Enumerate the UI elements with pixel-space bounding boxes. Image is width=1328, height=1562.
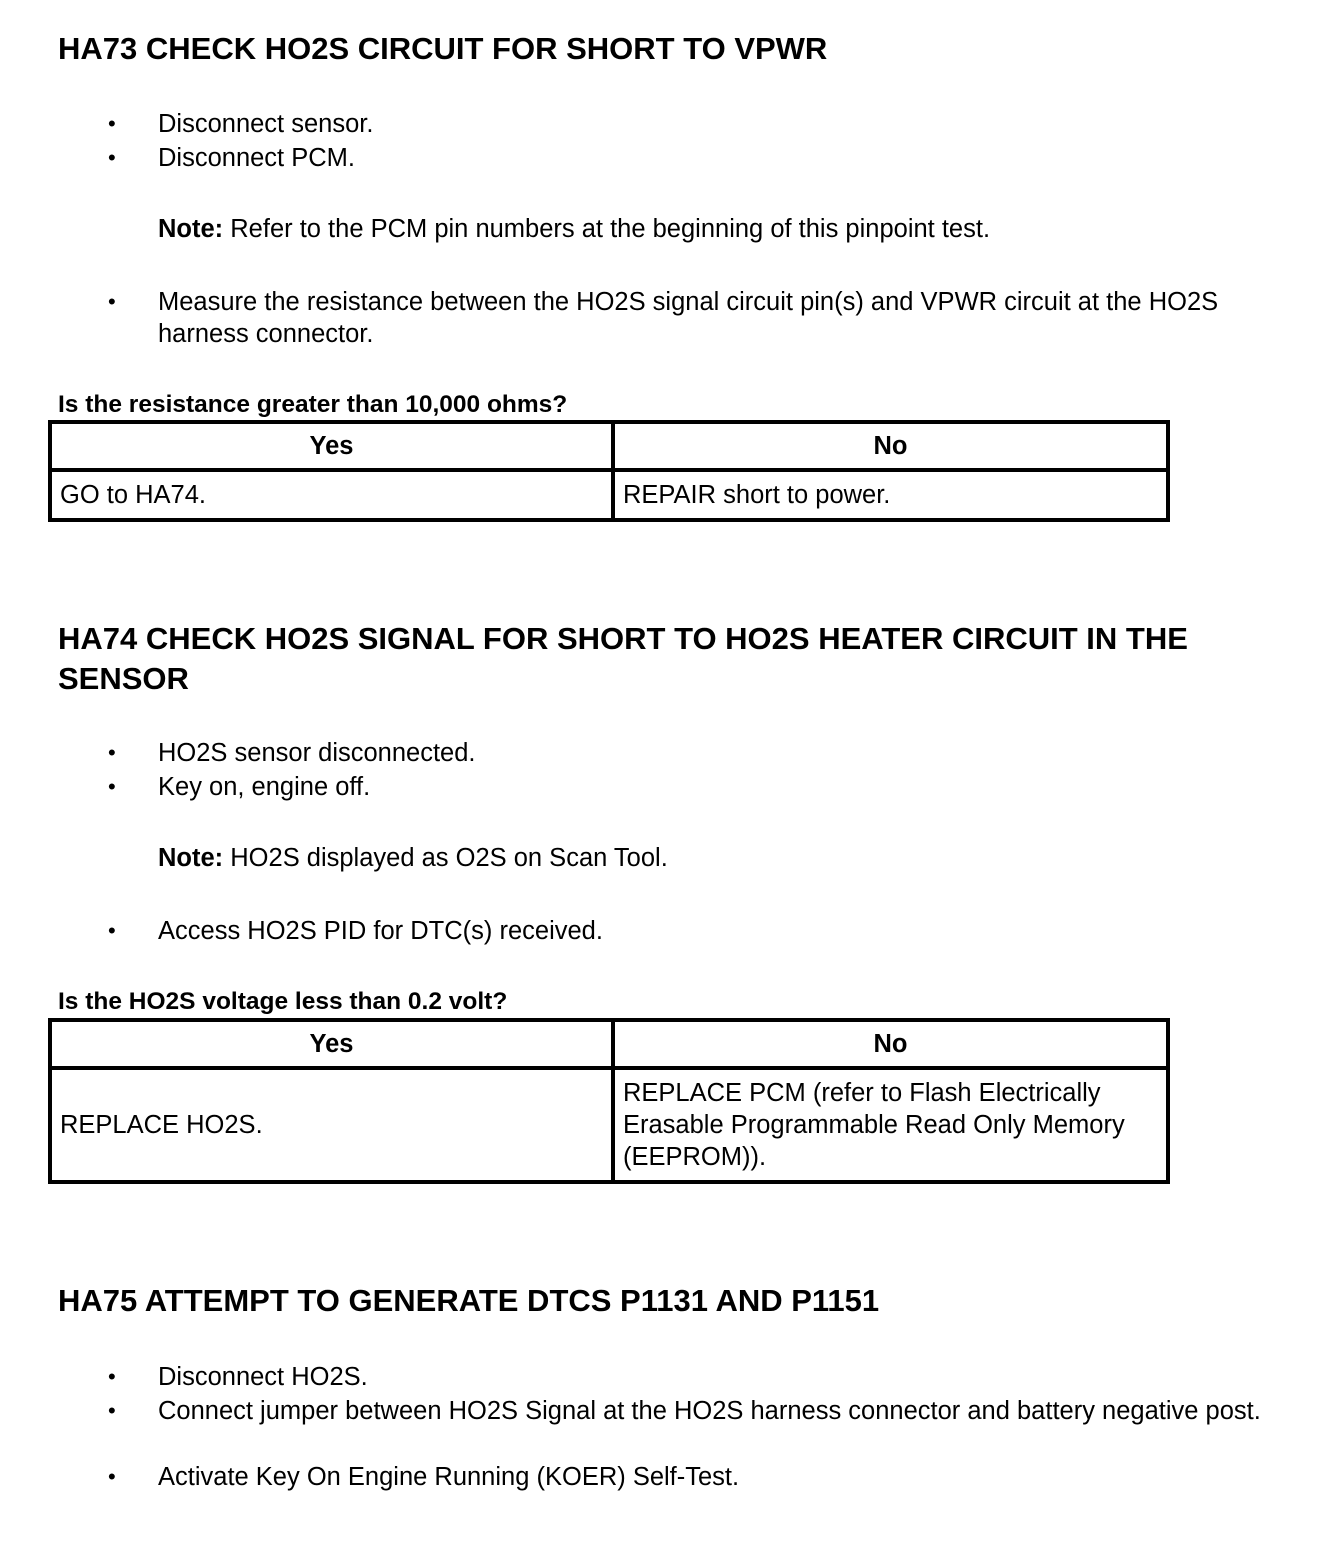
- list-item-text: Access HO2S PID for DTC(s) received.: [158, 917, 603, 945]
- yes-header: Yes: [50, 1020, 613, 1068]
- bullet-icon: •: [108, 111, 116, 136]
- section-heading-ha74: HA74 CHECK HO2S SIGNAL FOR SHORT TO HO2S HEATER CIRCUIT IN THE SENSOR: [58, 621, 1188, 696]
- list-item-text: Connect jumper between HO2S Signal at the HO2S harness connector and battery negative post.: [158, 1397, 1261, 1425]
- question: Is the resistance greater than 10,000 ohms?: [58, 391, 568, 418]
- list-item-text: Disconnect HO2S.: [158, 1363, 368, 1391]
- bullet-icon: •: [108, 774, 116, 799]
- question: Is the HO2S voltage less than 0.2 volt?: [58, 988, 508, 1015]
- bullet-icon: •: [108, 145, 116, 170]
- bullet-icon: •: [108, 289, 116, 314]
- list-item-text: Activate Key On Engine Running (KOER) Self-Test.: [158, 1463, 740, 1491]
- note-label: Note:: [158, 844, 224, 872]
- bullet-icon: •: [108, 740, 116, 765]
- yes-no-table: [48, 1018, 1170, 1184]
- yes-header: Yes: [50, 422, 613, 470]
- no-header: No: [613, 1020, 1168, 1068]
- bullet-icon: •: [108, 918, 116, 943]
- bullet-icon: •: [108, 1464, 116, 1489]
- list-item-text: HO2S sensor disconnected.: [158, 739, 476, 767]
- bullet-icon: •: [108, 1364, 116, 1389]
- no-header: No: [613, 422, 1168, 470]
- note-text: Refer to the PCM pin numbers at the beginning of this pinpoint test.: [223, 215, 991, 243]
- list-item-text: Key on, engine off.: [158, 773, 371, 801]
- bullet-icon: •: [108, 1398, 116, 1423]
- list-item-text: Disconnect sensor.: [158, 110, 374, 138]
- note-label: Note:: [158, 215, 224, 243]
- section-heading-ha73: HA73 CHECK HO2S CIRCUIT FOR SHORT TO VPWR: [58, 31, 828, 66]
- table-header-row: [50, 422, 1168, 470]
- list-item-text: Measure the resistance between the HO2S signal circuit pin(s) and VPWR circuit at the HO2S harness connector.: [158, 288, 1219, 348]
- no-cell: REPLACE PCM (refer to Flash Electrically Erasable Programmable Read Only Memory (EEPROM)).: [613, 1068, 1168, 1182]
- note-text: HO2S displayed as O2S on Scan Tool.: [223, 844, 668, 872]
- table-row: [50, 1068, 1168, 1182]
- no-cell: REPAIR short to power.: [613, 470, 1168, 520]
- yes-cell: GO to HA74.: [50, 470, 613, 520]
- table-header-row: [50, 1020, 1168, 1068]
- list-item-text: Disconnect PCM.: [158, 144, 355, 172]
- yes-cell: REPLACE HO2S.: [50, 1068, 613, 1182]
- note: [158, 842, 668, 874]
- section-heading-ha75: HA75 ATTEMPT TO GENERATE DTCS P1131 AND P1151: [58, 1283, 880, 1318]
- note: [158, 213, 990, 245]
- table-row: [50, 470, 1168, 520]
- yes-no-table: [48, 420, 1170, 522]
